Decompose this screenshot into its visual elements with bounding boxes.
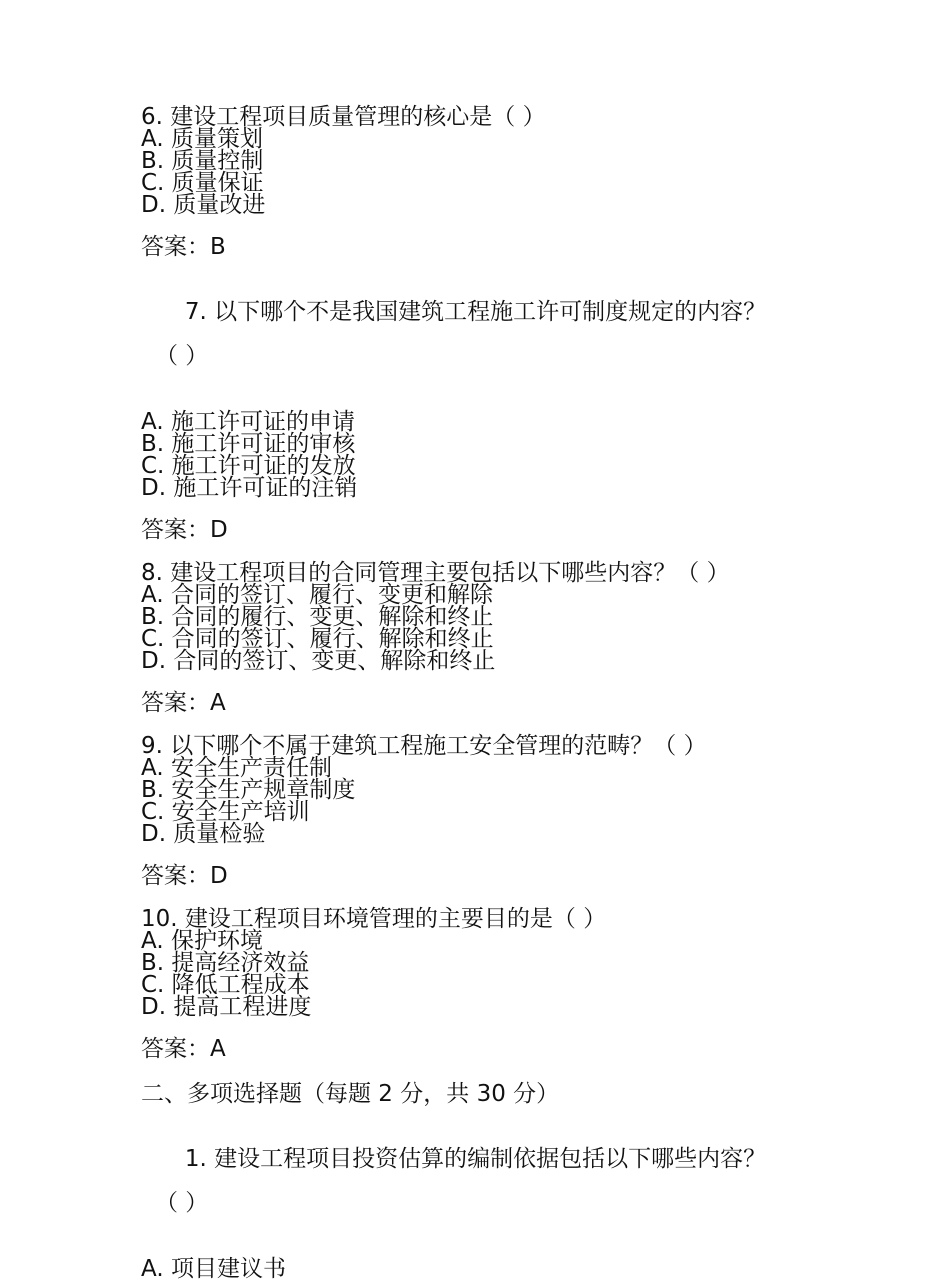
question-title: 9. 以下哪个不属于建筑工程施工安全管理的范畴？（ ）: [141, 733, 707, 759]
option-c: C. 施工许可证的发放: [141, 453, 356, 479]
option-d: D. 提高工程进度: [141, 994, 312, 1020]
document-page: [141, 106, 821, 1280]
option-d: D. 施工许可证的注销: [141, 475, 358, 501]
option-a: A. 合同的签订、履行、变更和解除: [141, 582, 493, 608]
option-b: B. 质量控制: [141, 148, 264, 174]
question-8: [141, 562, 821, 715]
question-title-main: 7. 以下哪个不是我国建筑工程施工许可制度规定的内容？: [184, 299, 767, 325]
question-title: 8. 建设工程项目的合同管理主要包括以下哪些内容？（ ）: [141, 560, 730, 586]
answer-line: 答案：A: [141, 1036, 226, 1062]
answer-line: 答案：D: [141, 863, 228, 889]
question-6: [141, 106, 821, 259]
question-title: 6. 建设工程项目质量管理的核心是（ ）: [141, 104, 546, 130]
question-9: [141, 735, 821, 888]
option-c: C. 降低工程成本: [141, 972, 310, 998]
question-7: [141, 279, 821, 542]
answer-line: 答案：A: [141, 690, 226, 716]
question-multi-1: [141, 1126, 821, 1280]
option-d: D. 质量改进: [141, 192, 266, 218]
question-title-main: 1. 建设工程项目投资估算的编制依据包括以下哪些内容？: [184, 1146, 767, 1172]
answer-line: 答案：B: [141, 234, 226, 260]
option-b: B. 合同的履行、变更、解除和终止: [141, 604, 494, 630]
question-title: [141, 279, 821, 411]
option-a: A. 施工许可证的申请: [141, 409, 355, 435]
option-b: B. 安全生产规章制度: [141, 777, 356, 803]
option-b: B. 施工许可证的审核: [141, 431, 356, 457]
option-c: C. 安全生产培训: [141, 799, 310, 825]
question-title-paren: （ ）: [155, 343, 209, 369]
question-10: [141, 908, 821, 1061]
question-title: [141, 1126, 821, 1258]
option-c: C. 质量保证: [141, 170, 264, 196]
section-heading: 二、多项选择题（每题 2 分，共 30 分）: [141, 1081, 560, 1107]
option-a: A. 项目建议书: [141, 1256, 286, 1282]
option-a: A. 质量策划: [141, 126, 263, 152]
option-b: B. 提高经济效益: [141, 950, 310, 976]
option-a: A. 保护环境: [141, 928, 263, 954]
option-a: A. 安全生产责任制: [141, 755, 332, 781]
option-c: C. 合同的签订、履行、解除和终止: [141, 626, 494, 652]
option-d: D. 质量检验: [141, 821, 266, 847]
question-title: 10. 建设工程项目环境管理的主要目的是（ ）: [141, 906, 607, 932]
answer-line: 答案：D: [141, 517, 228, 543]
option-d: D. 合同的签订、变更、解除和终止: [141, 648, 496, 674]
question-title-paren: （ ）: [155, 1190, 209, 1216]
